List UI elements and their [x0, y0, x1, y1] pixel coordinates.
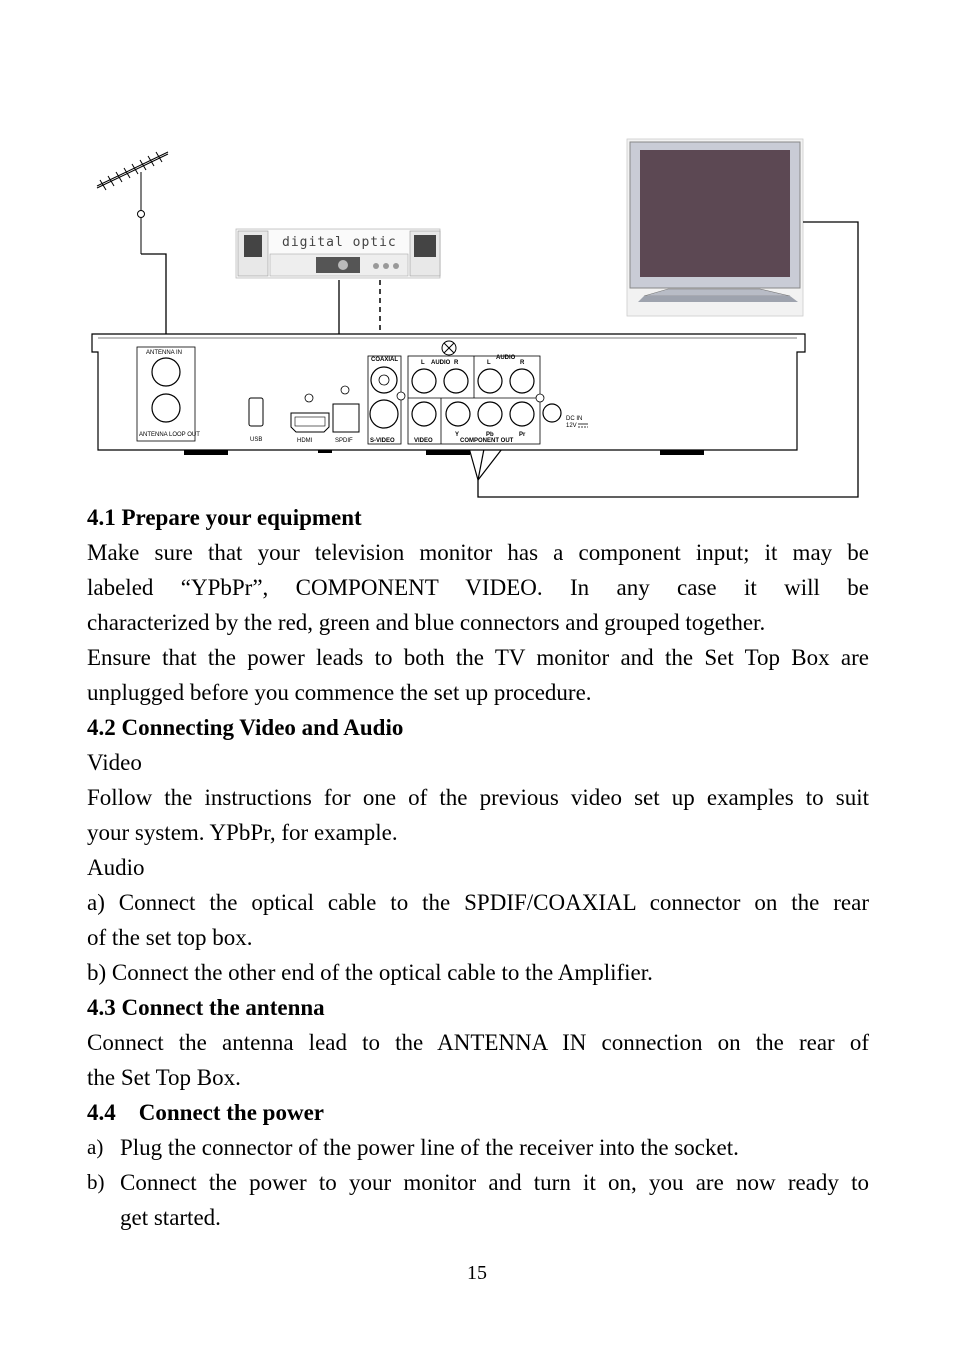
hdmi-label: HDMI — [297, 438, 313, 444]
paragraph-line: b) Connect the other end of the optical cable to the Amplifier. — [87, 960, 653, 985]
paragraph-line: unplugged before you commence the set up procedure. — [87, 680, 592, 705]
subheading-video: Video — [87, 750, 142, 775]
usb-label: USB — [250, 437, 263, 443]
video-label: VIDEO — [414, 438, 433, 444]
paragraph-line: characterized by the red, green and blue connectors and grouped together. — [87, 610, 766, 635]
paragraph-line: a) Connect the optical cable to the SPDIF/COAXIAL connector on the rear — [87, 890, 869, 915]
paragraph-line: of the set top box. — [87, 925, 253, 950]
section-heading-connect-antenna: 4.3 Connect the antenna — [87, 995, 325, 1020]
manual-text — [87, 500, 869, 1235]
component-y-port — [446, 402, 470, 426]
page-number: 15 — [467, 1262, 487, 1284]
list-item-text: get started. — [120, 1205, 221, 1230]
paragraph-line: Ensure that the power leads to both the TV monitor and the Set Top Box are — [87, 645, 869, 670]
section-heading-prepare-equipment: 4.1 Prepare your equipment — [87, 505, 362, 530]
section-heading-connect-power: 4.4 Connect the power — [87, 1100, 324, 1125]
section-heading-connecting-video-audio: 4.2 Connecting Video and Audio — [87, 715, 404, 740]
paragraph-line: your system. YPbPr, for example. — [87, 820, 398, 845]
antenna-in-label: ANTENNA IN — [146, 350, 183, 356]
subheading-audio: Audio — [87, 855, 145, 880]
component-pb-port — [478, 402, 502, 426]
video-port — [412, 402, 436, 426]
paragraph-line: Connect the antenna lead to the ANTENNA IN connection on the rear of — [87, 1030, 869, 1055]
component-out-label: COMPONENT OUT — [460, 438, 514, 444]
audio-l2-label: L — [487, 360, 491, 366]
amplifier-image — [236, 229, 440, 278]
component-y-label: Y — [455, 432, 460, 438]
audio-r-port — [444, 369, 468, 393]
usb-port — [249, 398, 263, 426]
paragraph-line: labeled “YPbPr”, COMPONENT VIDEO. In any case it will be — [87, 575, 869, 600]
paragraph-line: Follow the instructions for one of the previous video set up examples to suit — [87, 785, 869, 810]
antenna-loop-out-label: ANTENNA LOOP OUT — [139, 432, 200, 438]
antenna-loop-out-port — [152, 394, 180, 422]
list-marker: a) — [87, 1135, 104, 1159]
coaxial-port — [371, 367, 397, 393]
dc-in-port — [543, 404, 561, 422]
list-item-text: Plug the connector of the power line of the receiver into the socket. — [120, 1135, 739, 1160]
list-item — [87, 1130, 869, 1165]
audio-label: AUDIO — [431, 360, 451, 366]
spdif-label: SPDIF — [335, 438, 353, 444]
s-video-label: S-VIDEO — [370, 438, 395, 444]
set-top-box-rear-panel — [92, 334, 805, 455]
amplifier-label: digital optic — [282, 235, 397, 250]
list-marker: b) — [87, 1170, 105, 1194]
antenna-icon — [97, 152, 168, 254]
component-pb-label: Pb — [486, 432, 494, 438]
paragraph-line: the Set Top Box. — [87, 1065, 241, 1090]
list-item-text: Connect the power to your monitor and turn it on, you are now ready to — [120, 1170, 869, 1195]
dc-in-label: DC IN — [566, 416, 583, 422]
tv-monitor-image — [627, 139, 803, 316]
audio-2-label: AUDIO — [496, 355, 516, 361]
spdif-port — [333, 404, 359, 432]
component-pr-port — [510, 402, 534, 426]
audio-r2-label: R — [520, 360, 525, 366]
s-video-port — [370, 400, 398, 428]
paragraph-line: Make sure that your television monitor has a component input; it may be — [87, 540, 869, 565]
audio-r2-port — [510, 369, 534, 393]
dc-volt-label: 12V — [566, 423, 577, 429]
connection-diagram — [0, 0, 954, 510]
hdmi-port — [291, 413, 329, 432]
audio-l-label: L — [421, 360, 425, 366]
component-pr-label: Pr — [519, 432, 526, 438]
audio-l-port — [412, 369, 436, 393]
coaxial-label: COAXIAL — [371, 357, 398, 363]
audio-l2-port — [478, 369, 502, 393]
list-item — [87, 1165, 869, 1235]
audio-r-label: R — [454, 360, 459, 366]
antenna-in-port — [152, 358, 180, 386]
